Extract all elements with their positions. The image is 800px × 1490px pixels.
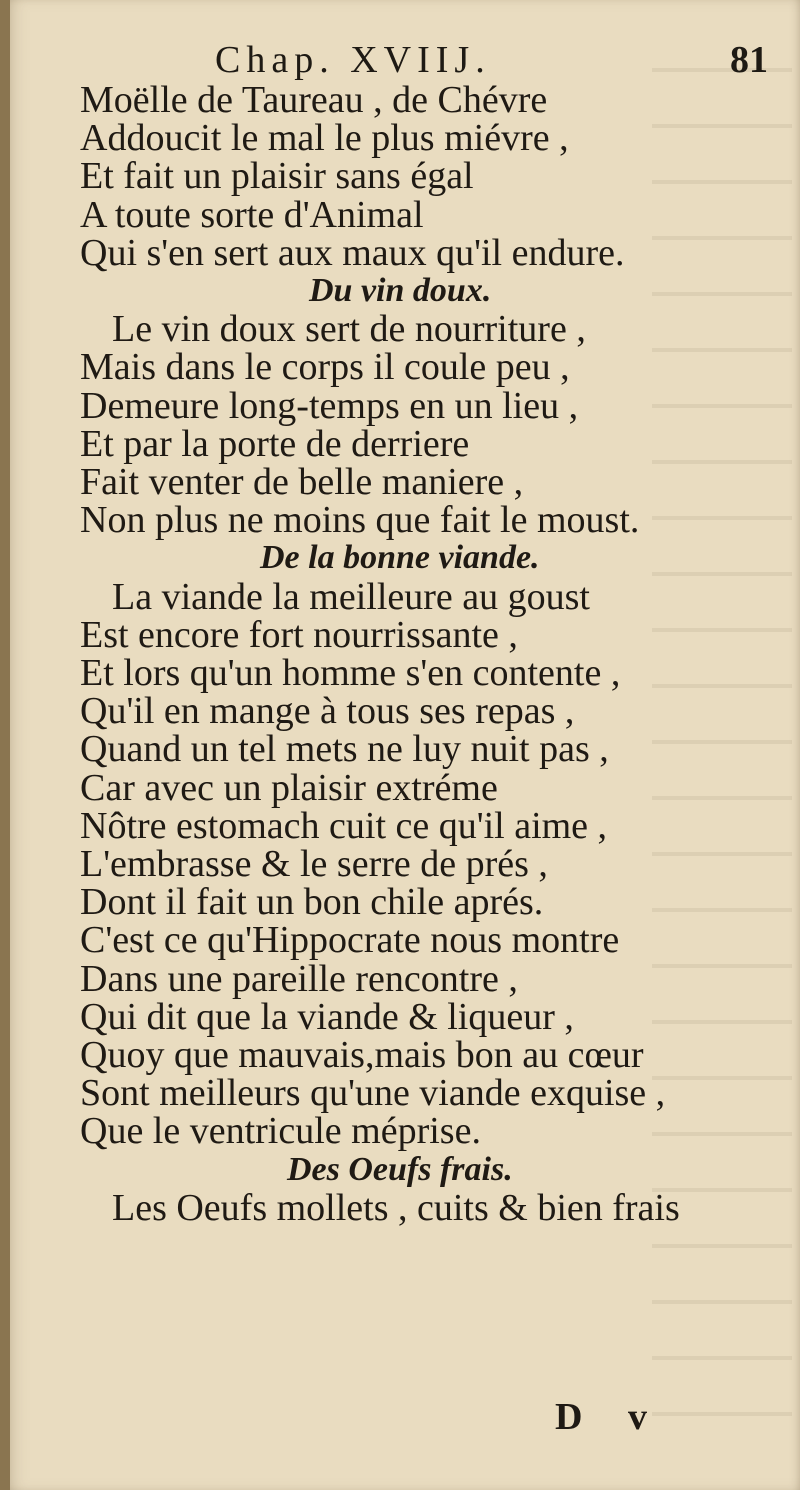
- verse-line: Car avec un plaisir extréme: [80, 767, 498, 809]
- section-heading: De la bonne viande.: [260, 539, 540, 576]
- section-heading: Des Oeufs frais.: [287, 1151, 513, 1188]
- verse-line: Qui dit que la viande & liqueur ,: [80, 996, 574, 1038]
- verse-line: A toute sorte d'Animal: [80, 194, 424, 236]
- verse-line: Le vin doux sert de nourriture ,: [112, 308, 586, 350]
- verse-line: Non plus ne moins que fait le moust.: [80, 499, 640, 541]
- signature-mark: D v: [555, 1396, 665, 1438]
- verse-line: Quand un tel mets ne luy nuit pas ,: [80, 728, 609, 770]
- section-heading: Du vin doux.: [309, 272, 492, 309]
- verse-line: Addoucit le mal le plus miévre ,: [80, 117, 569, 159]
- verse-line: C'est ce qu'Hippocrate nous montre: [80, 919, 620, 961]
- verse-line: Nôtre estomach cuit ce qu'il aime ,: [80, 805, 608, 847]
- page-number: 81: [730, 39, 768, 81]
- verse-line: Qu'il en mange à tous ses repas ,: [80, 690, 575, 732]
- verse-line: La viande la meilleure au goust: [112, 576, 590, 618]
- verse-line: Mais dans le corps il coule peu ,: [80, 346, 570, 388]
- verse-line: Qui s'en sert aux maux qu'il endure.: [80, 232, 625, 274]
- verse-line: L'embrasse & le serre de prés ,: [80, 843, 548, 885]
- running-head: Chap. XVIIJ.: [215, 39, 491, 81]
- verse-line: Demeure long-temps en un lieu ,: [80, 385, 579, 427]
- verse-line: Dans une pareille rencontre ,: [80, 958, 518, 1000]
- verse-line: Et par la porte de derriere: [80, 423, 470, 465]
- verse-line: Quoy que mauvais,mais bon au cœur: [80, 1034, 644, 1076]
- verse-line: Les Oeufs mollets , cuits & bien frais: [112, 1187, 680, 1229]
- verse-line: Dont il fait un bon chile aprés.: [80, 881, 544, 923]
- verse-line: Que le ventricule méprise.: [80, 1110, 481, 1152]
- verse-line: Moëlle de Taureau , de Chévre: [80, 79, 548, 121]
- verse-line: Est encore fort nourrissante ,: [80, 614, 518, 656]
- verse-line: Et fait un plaisir sans égal: [80, 155, 474, 197]
- verse-line: Fait venter de belle maniere ,: [80, 461, 524, 503]
- verse-line: Sont meilleurs qu'une viande exquise ,: [80, 1072, 666, 1114]
- verse-line: Et lors qu'un homme s'en contente ,: [80, 652, 621, 694]
